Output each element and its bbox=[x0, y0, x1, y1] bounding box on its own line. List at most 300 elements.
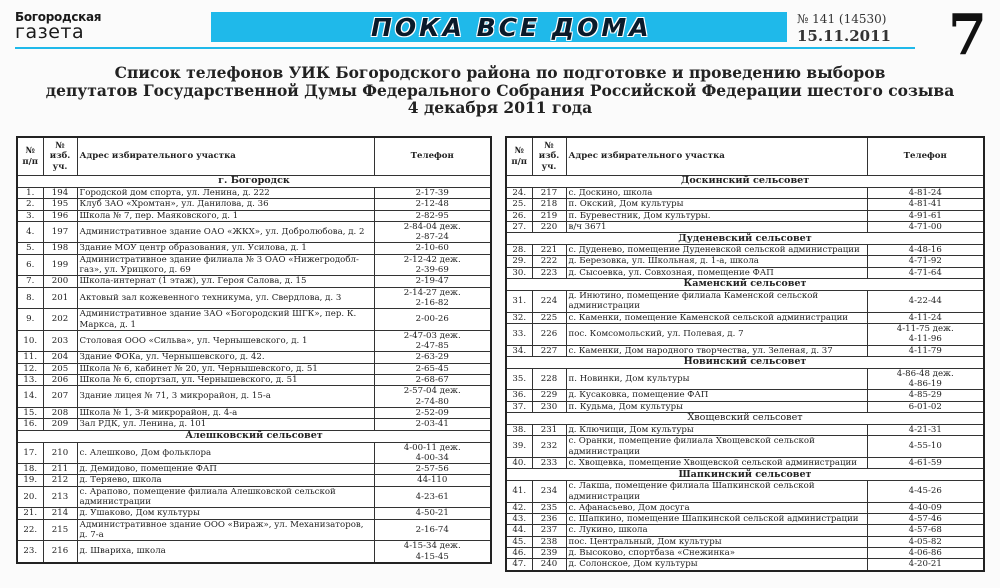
precinct-address: Школа № 1, 3-й микрорайон, д. 4-а bbox=[77, 407, 374, 418]
precinct-number: 206 bbox=[43, 375, 77, 386]
precinct-number: 203 bbox=[43, 330, 77, 352]
header-phone: Телефон bbox=[374, 137, 491, 176]
precinct-number: 225 bbox=[532, 312, 566, 323]
phone-number: 6-01-02 bbox=[908, 401, 942, 412]
precinct-phone bbox=[867, 312, 984, 323]
precinct-phone bbox=[867, 425, 984, 436]
precinct-address: в/ч 3671 bbox=[566, 221, 867, 232]
row-number: 33. bbox=[506, 323, 532, 345]
precinct-address: Административное здание ОАО «ЖКХ», ул. Добролюбова, д. 2 bbox=[77, 221, 374, 243]
page-number: 7 bbox=[948, 2, 987, 68]
precinct-phone bbox=[374, 407, 491, 418]
phone-number: 4-45-26 bbox=[908, 486, 942, 497]
table-row bbox=[17, 254, 491, 276]
table-row bbox=[506, 312, 984, 323]
precinct-number: 240 bbox=[532, 559, 566, 571]
phone-number: 2-47-03 деж. bbox=[403, 330, 461, 341]
precinct-address: д. Инютино, помещение филиала Каменской сельской администрации bbox=[566, 291, 867, 313]
row-number: 38. bbox=[506, 425, 532, 436]
precinct-number: 221 bbox=[532, 245, 566, 256]
table-row bbox=[506, 368, 984, 390]
precinct-phone bbox=[867, 514, 984, 525]
precinct-address: д. Солонское, Дом культуры bbox=[566, 559, 867, 571]
phone-number: 4-86-48 деж. bbox=[896, 368, 954, 379]
newspaper-logo bbox=[15, 11, 101, 42]
precinct-address: Здание ФОКа, ул. Чернышевского, д. 42. bbox=[77, 352, 374, 363]
row-number: 9. bbox=[17, 309, 43, 331]
section-row bbox=[506, 279, 984, 291]
row-number: 17. bbox=[17, 442, 43, 464]
table-row bbox=[17, 519, 491, 541]
phone-number: 2-87-24 bbox=[415, 232, 449, 243]
row-number: 4. bbox=[17, 221, 43, 243]
section-row bbox=[506, 413, 984, 425]
row-number: 47. bbox=[506, 559, 532, 571]
precinct-phone bbox=[867, 536, 984, 547]
precinct-number: 239 bbox=[532, 548, 566, 559]
section-row bbox=[506, 176, 984, 188]
section-banner bbox=[211, 12, 787, 42]
phone-number: 2-16-74 bbox=[415, 524, 449, 535]
phone-number: 2-52-09 bbox=[415, 407, 449, 418]
phone-number: 4-86-19 bbox=[908, 379, 942, 390]
phone-number: 4-00-34 bbox=[415, 452, 449, 463]
phone-number: 2-00-26 bbox=[415, 314, 449, 325]
header-uch: № изб. уч. bbox=[532, 137, 566, 176]
section-row bbox=[506, 469, 984, 481]
table-row bbox=[17, 508, 491, 519]
precinct-address: с. Алешково, Дом фольклора bbox=[77, 442, 374, 464]
precinct-phone bbox=[867, 345, 984, 356]
logo-line-2: газета bbox=[15, 21, 85, 43]
precinct-phone bbox=[867, 245, 984, 256]
precinct-address: Школа № 6, спортзал, ул. Чернышевского, д. 51 bbox=[77, 375, 374, 386]
precinct-phone bbox=[374, 419, 491, 430]
row-number: 40. bbox=[506, 457, 532, 468]
phone-number: 4-71-00 bbox=[908, 221, 942, 232]
table-row bbox=[506, 525, 984, 536]
precinct-number: 222 bbox=[532, 256, 566, 267]
precinct-address: с. Афанасьево, Дом досуга bbox=[566, 502, 867, 513]
precinct-number: 226 bbox=[532, 323, 566, 345]
table-row bbox=[506, 514, 984, 525]
table-row bbox=[506, 345, 984, 356]
row-number: 39. bbox=[506, 436, 532, 458]
phone-table-right bbox=[505, 136, 985, 572]
title-line-1: Список телефонов УИК Богородского района по подготовке и проведению выборов bbox=[114, 63, 886, 82]
table-row bbox=[506, 436, 984, 458]
row-number: 31. bbox=[506, 291, 532, 313]
section-title: Новинский сельсовет bbox=[506, 356, 984, 368]
precinct-number: 229 bbox=[532, 390, 566, 401]
phone-number: 2-12-48 bbox=[415, 199, 449, 210]
precinct-address: с. Дуденево, помещение Дуденевской сельской администрации bbox=[566, 245, 867, 256]
table-row bbox=[506, 256, 984, 267]
phone-number: 2-17-39 bbox=[415, 188, 449, 198]
table-row bbox=[17, 386, 491, 408]
precinct-number: 220 bbox=[532, 221, 566, 232]
precinct-address: пос. Центральный, Дом культуры bbox=[566, 536, 867, 547]
precinct-address: д. Березовка, ул. Школьная, д. 1-а, школа bbox=[566, 256, 867, 267]
phone-number: 4-50-21 bbox=[415, 508, 449, 519]
table-row bbox=[17, 330, 491, 352]
table-row bbox=[17, 221, 491, 243]
table-row bbox=[17, 243, 491, 254]
precinct-address: д. Ключищи, Дом культуры bbox=[566, 425, 867, 436]
precinct-address: Школа № 6, кабинет № 20, ул. Чернышевского, д. 51 bbox=[77, 363, 374, 374]
precinct-phone bbox=[374, 254, 491, 276]
table-row bbox=[17, 287, 491, 309]
precinct-address: Школа-интернат (1 этаж), ул. Героя Салова, д. 15 bbox=[77, 276, 374, 287]
row-number: 3. bbox=[17, 210, 43, 221]
precinct-number: 235 bbox=[532, 502, 566, 513]
precinct-phone bbox=[374, 475, 491, 486]
precinct-number: 197 bbox=[43, 221, 77, 243]
precinct-address: п. Кудьма, Дом культуры bbox=[566, 401, 867, 412]
precinct-phone bbox=[374, 188, 491, 199]
precinct-phone bbox=[374, 309, 491, 331]
precinct-address: д. Высоково, спортбаза «Снежинка» bbox=[566, 548, 867, 559]
row-number: 1. bbox=[17, 188, 43, 199]
precinct-address: д. Кусаковка, помещение ФАП bbox=[566, 390, 867, 401]
precinct-phone bbox=[867, 436, 984, 458]
precinct-number: 224 bbox=[532, 291, 566, 313]
table-row bbox=[17, 363, 491, 374]
row-number: 32. bbox=[506, 312, 532, 323]
row-number: 34. bbox=[506, 345, 532, 356]
precinct-number: 234 bbox=[532, 481, 566, 503]
precinct-number: 204 bbox=[43, 352, 77, 363]
precinct-address: Городской дом спорта, ул. Ленина, д. 222 bbox=[77, 188, 374, 199]
row-number: 15. bbox=[17, 407, 43, 418]
phone-number: 4-00-11 деж. bbox=[403, 442, 461, 453]
precinct-address: д. Теряево, школа bbox=[77, 475, 374, 486]
phone-number: 2-12-42 деж. bbox=[403, 254, 461, 265]
precinct-address: Актовый зал кожевенного техникума, ул. Свердлова, д. 3 bbox=[77, 287, 374, 309]
phone-number: 4-91-61 bbox=[908, 210, 942, 221]
precinct-phone bbox=[374, 508, 491, 519]
row-number: 42. bbox=[506, 502, 532, 513]
precinct-number: 228 bbox=[532, 368, 566, 390]
section-title: Хвощевский сельсовет bbox=[506, 413, 984, 425]
row-number: 43. bbox=[506, 514, 532, 525]
row-number: 25. bbox=[506, 199, 532, 210]
phone-number: 4-81-41 bbox=[908, 199, 942, 210]
precinct-address: Здание лицея № 71, 3 микрорайон, д. 15-а bbox=[77, 386, 374, 408]
precinct-number: 231 bbox=[532, 425, 566, 436]
phone-number: 4-15-45 bbox=[415, 551, 449, 562]
precinct-address: с. Доскино, школа bbox=[566, 188, 867, 199]
precinct-number: 210 bbox=[43, 442, 77, 464]
row-number: 10. bbox=[17, 330, 43, 352]
table-row bbox=[17, 486, 491, 508]
table-header-row bbox=[17, 137, 491, 176]
precinct-phone bbox=[867, 559, 984, 571]
phone-number: 2-10-60 bbox=[415, 243, 449, 254]
phone-number: 2-57-04 деж. bbox=[403, 386, 461, 397]
row-number: 35. bbox=[506, 368, 532, 390]
precinct-address: с. Шапкино, помещение Шапкинской сельской администрации bbox=[566, 514, 867, 525]
precinct-number: 211 bbox=[43, 464, 77, 475]
row-number: 24. bbox=[506, 188, 532, 199]
row-number: 26. bbox=[506, 210, 532, 221]
table-row bbox=[17, 188, 491, 199]
table-row bbox=[17, 475, 491, 486]
header-num: № п/п bbox=[506, 137, 532, 176]
precinct-address: Зал РДК, ул. Ленина, д. 101 bbox=[77, 419, 374, 430]
row-number: 19. bbox=[17, 475, 43, 486]
precinct-number: 216 bbox=[43, 541, 77, 563]
row-number: 8. bbox=[17, 287, 43, 309]
row-number: 14. bbox=[17, 386, 43, 408]
row-number: 30. bbox=[506, 267, 532, 278]
precinct-number: 199 bbox=[43, 254, 77, 276]
precinct-phone bbox=[374, 221, 491, 243]
phone-number: 4-71-92 bbox=[908, 256, 942, 267]
precinct-address: д. Швариха, школа bbox=[77, 541, 374, 563]
phone-number: 2-16-82 bbox=[415, 297, 449, 308]
precinct-address: Административное здание ООО «Вираж», ул. Механизаторов, д. 7-а bbox=[77, 519, 374, 541]
precinct-number: 200 bbox=[43, 276, 77, 287]
precinct-number: 207 bbox=[43, 386, 77, 408]
table-row bbox=[506, 536, 984, 547]
precinct-phone bbox=[374, 464, 491, 475]
title-line-3: 4 декабря 2011 года bbox=[407, 98, 593, 117]
row-number: 28. bbox=[506, 245, 532, 256]
phone-number: 2-19-47 bbox=[415, 276, 449, 287]
precinct-address: п. Окский, Дом культуры bbox=[566, 199, 867, 210]
table-row bbox=[17, 407, 491, 418]
precinct-number: 223 bbox=[532, 267, 566, 278]
precinct-phone bbox=[867, 291, 984, 313]
row-number: 27. bbox=[506, 221, 532, 232]
table-row bbox=[506, 210, 984, 221]
header-phone: Телефон bbox=[867, 137, 984, 176]
precinct-number: 205 bbox=[43, 363, 77, 374]
precinct-phone bbox=[867, 401, 984, 412]
precinct-number: 227 bbox=[532, 345, 566, 356]
phone-number: 4-81-24 bbox=[908, 188, 942, 198]
phone-number: 2-82-95 bbox=[415, 210, 449, 221]
row-number: 18. bbox=[17, 464, 43, 475]
precinct-phone bbox=[374, 199, 491, 210]
table-row bbox=[506, 401, 984, 412]
phone-number: 4-55-10 bbox=[908, 441, 942, 452]
precinct-number: 198 bbox=[43, 243, 77, 254]
row-number: 2. bbox=[17, 199, 43, 210]
section-row bbox=[17, 176, 491, 188]
precinct-phone bbox=[374, 287, 491, 309]
phone-number: 4-22-44 bbox=[908, 296, 942, 307]
table-row bbox=[506, 457, 984, 468]
precinct-number: 217 bbox=[532, 188, 566, 199]
table-row bbox=[17, 276, 491, 287]
row-number: 44. bbox=[506, 525, 532, 536]
table-row bbox=[506, 199, 984, 210]
precinct-number: 213 bbox=[43, 486, 77, 508]
precinct-address: Клуб ЗАО «Хромтан», ул. Данилова, д. 36 bbox=[77, 199, 374, 210]
row-number: 20. bbox=[17, 486, 43, 508]
precinct-address: Административное здание ЗАО «Богородский ШГК», пер. К. Маркса, д. 1 bbox=[77, 309, 374, 331]
precinct-phone bbox=[867, 221, 984, 232]
table-row bbox=[17, 419, 491, 430]
phone-number: 4-11-79 bbox=[908, 345, 942, 356]
precinct-address: Здание МОУ центр образования, ул. Усилова, д. 1 bbox=[77, 243, 374, 254]
phone-number: 4-61-59 bbox=[908, 457, 942, 468]
row-number: 22. bbox=[17, 519, 43, 541]
row-number: 13. bbox=[17, 375, 43, 386]
phone-number: 4-48-16 bbox=[908, 245, 942, 256]
phone-number: 4-57-46 bbox=[908, 514, 942, 525]
precinct-number: 238 bbox=[532, 536, 566, 547]
precinct-phone bbox=[374, 352, 491, 363]
precinct-number: 194 bbox=[43, 188, 77, 199]
precinct-number: 196 bbox=[43, 210, 77, 221]
section-title: Дуденевский сельсовет bbox=[506, 233, 984, 245]
phone-number: 2-68-67 bbox=[415, 375, 449, 386]
row-number: 11. bbox=[17, 352, 43, 363]
table-row bbox=[17, 375, 491, 386]
precinct-phone bbox=[867, 199, 984, 210]
precinct-number: 201 bbox=[43, 287, 77, 309]
table-header-row bbox=[506, 137, 984, 176]
precinct-phone bbox=[374, 375, 491, 386]
row-number: 21. bbox=[17, 508, 43, 519]
precinct-phone bbox=[374, 442, 491, 464]
section-title: Шапкинский сельсовет bbox=[506, 469, 984, 481]
phone-number: 4-21-31 bbox=[908, 425, 942, 436]
precinct-address: д. Ушаково, Дом культуры bbox=[77, 508, 374, 519]
precinct-address: с. Оранки, помещение филиала Хвощевской сельской администрации bbox=[566, 436, 867, 458]
issue-number: № 141 (14530) bbox=[797, 12, 887, 26]
precinct-number: 214 bbox=[43, 508, 77, 519]
table-row bbox=[506, 559, 984, 571]
precinct-number: 202 bbox=[43, 309, 77, 331]
header-uch: № изб. уч. bbox=[43, 137, 77, 176]
row-number: 6. bbox=[17, 254, 43, 276]
table-row bbox=[17, 464, 491, 475]
precinct-address: с. Каменки, Дом народного творчества, ул. Зеленая, д. 37 bbox=[566, 345, 867, 356]
precinct-address: пос. Комсомольский, ул. Полевая, д. 7 bbox=[566, 323, 867, 345]
precinct-number: 195 bbox=[43, 199, 77, 210]
precinct-phone bbox=[867, 390, 984, 401]
precinct-phone bbox=[867, 525, 984, 536]
row-number: 16. bbox=[17, 419, 43, 430]
precinct-address: Административное здание филиала № 3 ОАО «Нижегродобл-газ», ул. Урицкого, д. 69 bbox=[77, 254, 374, 276]
section-title: Каменский сельсовет bbox=[506, 279, 984, 291]
table-row bbox=[17, 541, 491, 563]
table-row bbox=[17, 199, 491, 210]
precinct-phone bbox=[867, 267, 984, 278]
table-row bbox=[506, 323, 984, 345]
table-row bbox=[506, 188, 984, 199]
phone-number: 4-20-21 bbox=[908, 559, 942, 570]
precinct-phone bbox=[867, 481, 984, 503]
phone-number: 2-63-29 bbox=[415, 352, 449, 363]
table-row bbox=[506, 425, 984, 436]
phone-number: 2-14-27 деж. bbox=[403, 287, 461, 298]
phone-number: 4-06-86 bbox=[908, 548, 942, 559]
precinct-phone bbox=[374, 276, 491, 287]
precinct-phone bbox=[867, 256, 984, 267]
header-num: № п/п bbox=[17, 137, 43, 176]
precinct-phone bbox=[374, 210, 491, 221]
precinct-phone bbox=[374, 541, 491, 563]
row-number: 45. bbox=[506, 536, 532, 547]
table-row bbox=[506, 548, 984, 559]
table-row bbox=[506, 502, 984, 513]
phone-number: 2-03-41 bbox=[415, 419, 449, 430]
precinct-phone bbox=[374, 386, 491, 408]
precinct-phone bbox=[867, 368, 984, 390]
phone-number: 4-05-82 bbox=[908, 536, 942, 547]
row-number: 41. bbox=[506, 481, 532, 503]
precinct-address: п. Буревестник, Дом культуры. bbox=[566, 210, 867, 221]
table-row bbox=[17, 309, 491, 331]
precinct-address: д. Сысоевка, ул. Совхозная, помещение ФАП bbox=[566, 267, 867, 278]
precinct-number: 215 bbox=[43, 519, 77, 541]
precinct-address: с. Лукино, школа bbox=[566, 525, 867, 536]
precinct-address: с. Арапово, помещение филиала Алешковской сельской администрации bbox=[77, 486, 374, 508]
phone-number: 4-85-29 bbox=[908, 390, 942, 401]
precinct-phone bbox=[867, 210, 984, 221]
table-row bbox=[506, 267, 984, 278]
phone-number: 4-23-61 bbox=[415, 491, 449, 502]
row-number: 37. bbox=[506, 401, 532, 412]
row-number: 36. bbox=[506, 390, 532, 401]
article-title bbox=[0, 64, 1000, 117]
phone-number: 4-11-24 bbox=[908, 312, 942, 323]
row-number: 29. bbox=[506, 256, 532, 267]
precinct-address: с. Хвощевка, помещение Хвощевской сельской администрации bbox=[566, 457, 867, 468]
masthead-divider bbox=[15, 47, 915, 49]
precinct-number: 237 bbox=[532, 525, 566, 536]
table-row bbox=[506, 481, 984, 503]
precinct-number: 212 bbox=[43, 475, 77, 486]
precinct-address: п. Новинки, Дом культуры bbox=[566, 368, 867, 390]
precinct-phone bbox=[867, 323, 984, 345]
precinct-address: с. Каменки, помещение Каменской сельской администрации bbox=[566, 312, 867, 323]
phone-number: 2-65-45 bbox=[415, 363, 449, 374]
section-row bbox=[506, 233, 984, 245]
precinct-address: Школа № 7, пер. Маяковского, д. 1 bbox=[77, 210, 374, 221]
phone-number: 4-71-64 bbox=[908, 267, 942, 278]
section-title: г. Богородск bbox=[17, 176, 491, 188]
precinct-phone bbox=[374, 243, 491, 254]
phone-number: 2-84-04 деж. bbox=[403, 221, 461, 232]
precinct-address: Столовая ООО «Сильва», ул. Чернышевского, д. 1 bbox=[77, 330, 374, 352]
precinct-address: с. Лакша, помещение филиала Шапкинской сельской администрации bbox=[566, 481, 867, 503]
row-number: 12. bbox=[17, 363, 43, 374]
table-row bbox=[17, 442, 491, 464]
precinct-number: 233 bbox=[532, 457, 566, 468]
phone-number: 2-57-56 bbox=[415, 464, 449, 475]
table-row bbox=[506, 291, 984, 313]
precinct-phone bbox=[374, 519, 491, 541]
precinct-phone bbox=[374, 363, 491, 374]
row-number: 5. bbox=[17, 243, 43, 254]
phone-number: 2-74-80 bbox=[415, 396, 449, 407]
section-title: ПОКА ВСЕ ДОМА bbox=[371, 13, 652, 42]
phone-number: 4-57-68 bbox=[908, 525, 942, 536]
section-title: Алешковский сельсовет bbox=[17, 430, 491, 442]
phone-number: 4-11-75 деж. bbox=[896, 323, 954, 334]
header-address: Адрес избирательного участка bbox=[566, 137, 867, 176]
section-title: Доскинский сельсовет bbox=[506, 176, 984, 188]
precinct-phone bbox=[374, 486, 491, 508]
precinct-number: 218 bbox=[532, 199, 566, 210]
precinct-address: д. Демидово, помещение ФАП bbox=[77, 464, 374, 475]
